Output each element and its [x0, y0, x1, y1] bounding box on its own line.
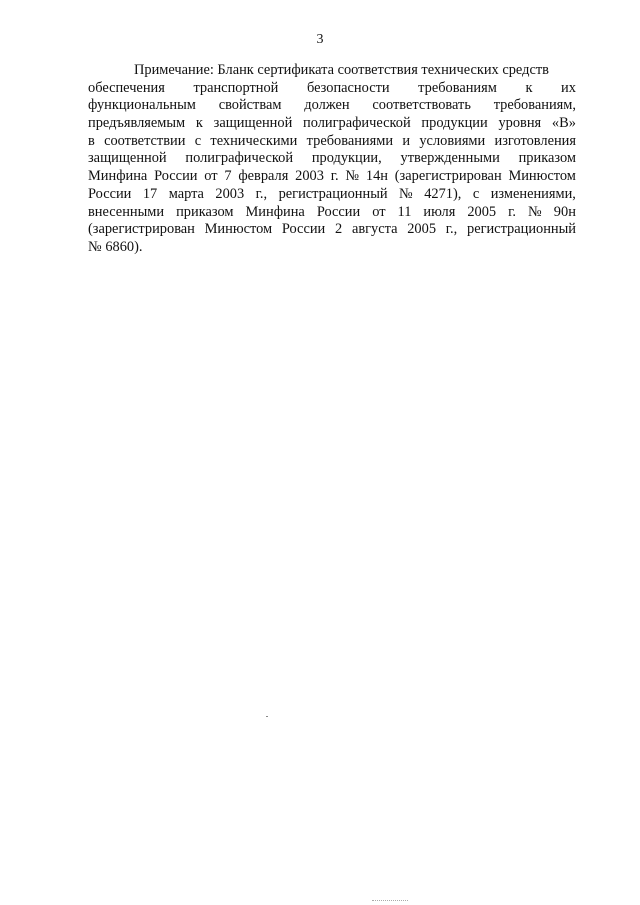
- note-word: полиграфической: [185, 150, 294, 167]
- note-paragraph: [88, 62, 576, 257]
- note-word: регистрационный: [467, 221, 576, 238]
- note-line-5: [88, 133, 576, 151]
- note-word: 2005: [407, 221, 437, 238]
- note-word: июля: [423, 203, 456, 220]
- note-word: изготовления: [494, 132, 576, 149]
- note-word: к: [195, 115, 203, 132]
- note-word: изменениями,: [490, 185, 576, 202]
- note-word: «В»: [551, 115, 576, 132]
- note-line-9: [88, 204, 576, 222]
- note-word: №: [528, 203, 542, 220]
- note-word: приказом: [176, 203, 234, 220]
- note-word: 2003: [295, 168, 324, 185]
- note-word: защищенной: [88, 150, 167, 167]
- note-word: предъявляемым: [88, 115, 186, 132]
- note-word: Минфина: [245, 203, 305, 220]
- note-line-2: [88, 80, 576, 98]
- note-word: г.,: [445, 221, 458, 238]
- note-line-3: [88, 97, 576, 115]
- note-word: приказом: [518, 150, 576, 167]
- note-word: 2005: [467, 203, 497, 220]
- page-number: 3: [316, 32, 324, 47]
- note-word: №: [345, 168, 360, 185]
- note-word: Минфина: [88, 168, 148, 185]
- note-line-8: [88, 186, 576, 204]
- note-word: 2003: [215, 185, 245, 202]
- note-line-11: № 6860).: [88, 238, 143, 255]
- note-word: требованиями: [306, 132, 394, 149]
- note-word: 11: [397, 203, 412, 220]
- note-word: утвержденными: [400, 150, 500, 167]
- note-line-4: [88, 115, 576, 133]
- note-word: Минюстом: [204, 221, 273, 238]
- note-word: г.,: [255, 185, 268, 202]
- note-word: к: [525, 79, 533, 96]
- note-word: требованиям,: [493, 97, 576, 114]
- note-word: требованиям: [418, 79, 497, 96]
- note-word: транспортной: [193, 79, 279, 96]
- note-word: (зарегистрирован: [394, 168, 502, 185]
- note-word: защищенной: [213, 115, 293, 132]
- note-line-10: [88, 221, 576, 239]
- note-line-1: Примечание: Бланк сертификата соответствия технических средств: [134, 62, 549, 78]
- note-word: марта: [168, 185, 204, 202]
- note-word: 14н: [365, 168, 388, 185]
- note-word: техническими: [210, 132, 298, 149]
- note-word: февраля: [238, 168, 289, 185]
- scan-speck: [266, 716, 268, 717]
- note-word: России: [281, 221, 326, 238]
- note-word: в: [88, 132, 95, 149]
- note-word: свойствам: [218, 97, 282, 114]
- note-word: России: [88, 185, 132, 202]
- note-word: 17: [142, 185, 158, 202]
- note-word: безопасности: [306, 79, 390, 96]
- note-word: соответствовать: [372, 97, 471, 114]
- note-line-7: [88, 168, 576, 186]
- scan-edge-marks: [372, 900, 408, 902]
- note-word: их: [561, 79, 576, 96]
- note-word: условиями: [419, 132, 486, 149]
- note-word: обеспечения: [88, 79, 165, 96]
- note-word: уровня: [498, 115, 542, 132]
- note-word: (зарегистрирован: [88, 221, 195, 238]
- note-word: от: [372, 203, 386, 220]
- note-word: должен: [304, 97, 350, 114]
- note-word: продукции,: [311, 150, 382, 167]
- note-word: полиграфической: [303, 115, 411, 132]
- note-word: августа: [351, 221, 398, 238]
- note-word: с: [194, 132, 202, 149]
- note-word: внесенными: [88, 203, 165, 220]
- note-word: России: [316, 203, 361, 220]
- note-word: соответствии: [104, 132, 186, 149]
- note-word: 2: [335, 221, 343, 238]
- note-word: России: [154, 168, 198, 185]
- note-word: №: [399, 185, 413, 202]
- note-word: функциональным: [88, 97, 196, 114]
- note-word: и: [402, 132, 411, 149]
- note-word: регистрационный: [278, 185, 388, 202]
- note-word: 7: [224, 168, 232, 185]
- note-word: 4271),: [424, 185, 462, 202]
- note-word: г.: [508, 203, 517, 220]
- note-word: г.: [330, 168, 339, 185]
- note-word: 90н: [553, 203, 576, 220]
- note-word: продукции: [421, 115, 488, 132]
- note-word: Минюстом: [508, 168, 576, 185]
- note-word: от: [204, 168, 218, 185]
- note-line-6: [88, 150, 576, 168]
- note-word: с: [472, 185, 480, 202]
